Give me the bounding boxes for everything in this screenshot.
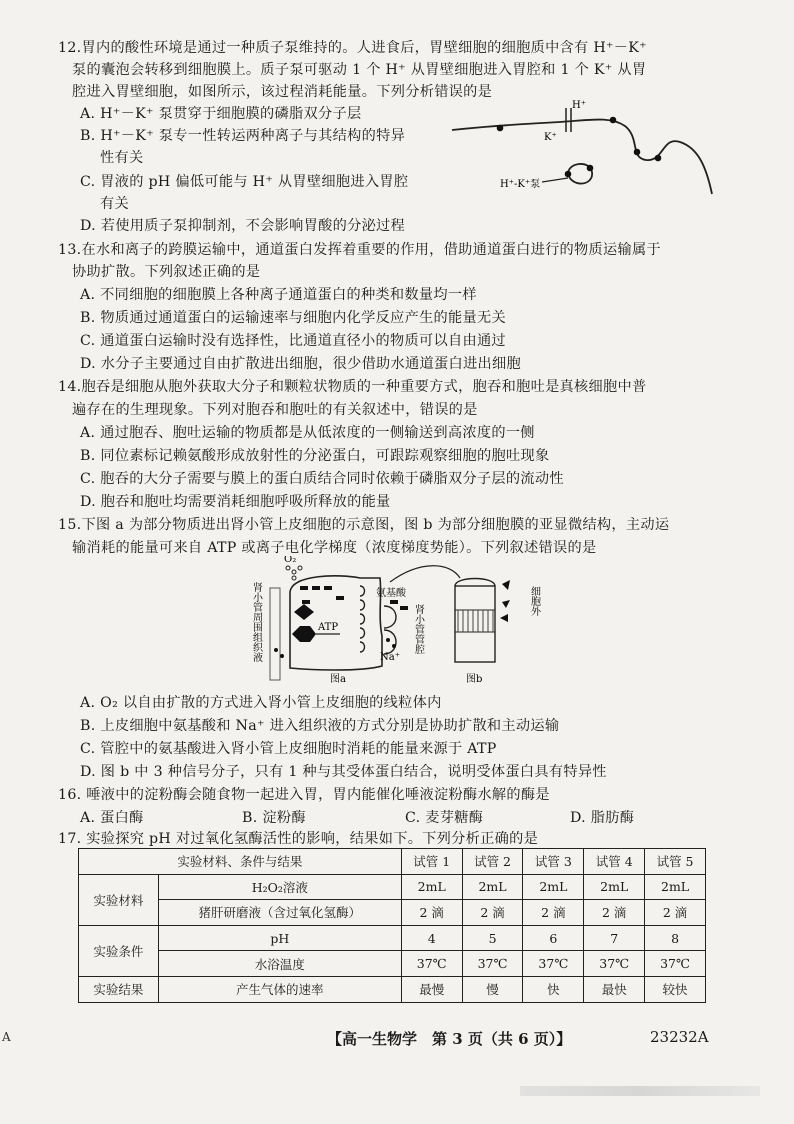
q13-option-b: B. 物质通过通道蛋白的运输速率与细胞内化学反应产生的能量无关 — [80, 310, 506, 326]
table-cell: 快 — [523, 976, 584, 1002]
q15-membrane-b-top — [455, 579, 495, 587]
q12-pump-dot — [610, 117, 617, 124]
table-cell: 8 — [645, 925, 706, 951]
q15-atp-pump — [292, 626, 316, 642]
table-cell: 2 滴 — [523, 900, 584, 926]
q12-stem-line-1: 12.胃内的酸性环境是通过一种质子泵维持的。人进食后，胃壁细胞的细胞质中含有 H⁺－K⁺ — [58, 40, 647, 56]
q16-stem: 16. 唾液中的淀粉酶会随食物一起进入胃，胃内能催化唾液淀粉酶水解的酶是 — [58, 787, 550, 803]
q15-o2-dot — [292, 570, 296, 574]
table-row — [79, 925, 706, 951]
q15-left-fluid-frame — [270, 588, 280, 680]
q12-k-label: K⁺ — [544, 132, 557, 143]
q13-stem-line-2: 协助扩散。下列叙述正确的是 — [72, 264, 261, 280]
q15-bilayer-lipids — [458, 610, 493, 632]
q16-option-d: D. 脂肪酶 — [570, 810, 635, 826]
q12-h-label: H⁺ — [572, 100, 586, 111]
q12-proton-pump-figure — [450, 96, 720, 196]
q15-signal-molecule-b — [502, 600, 510, 608]
footer-exam-code: 23232A — [650, 1028, 709, 1046]
q15-amino-label: 氨基酸 — [376, 588, 406, 599]
q14-stem-line-1: 14.胞吞是细胞从胞外获取大分子和颗粒状物质的一种重要方式，胞吞和胞吐是真核细胞中普 — [58, 379, 647, 395]
table-cell: 37℃ — [462, 951, 523, 977]
table-row — [79, 976, 706, 1002]
q15-amino-block — [302, 600, 310, 604]
q15-amino-block — [324, 586, 332, 590]
q14-option-a: A. 通过胞吞、胞吐运输的物质都是从低浓度的一侧输送到高浓度的一侧 — [80, 425, 535, 441]
table-cell: 2mL — [584, 874, 645, 900]
table-group-cell: 实验结果 — [79, 976, 159, 1002]
q12-pump-dot — [634, 149, 641, 156]
q14-stem-line-2: 遍存在的生理现象。下列对胞吞和胞吐的有关叙述中，错误的是 — [72, 402, 478, 418]
q12-pump-label: H⁺-K⁺泵 — [500, 179, 541, 190]
q15-outside-label: 细胞外 — [528, 586, 540, 616]
q14-option-b: B. 同位素标记赖氨酸形成放射性的分泌蛋白，可跟踪观察细胞的胞吐现象 — [80, 448, 550, 464]
q15-o2-dot — [286, 566, 290, 570]
table-cell: 4 — [401, 925, 462, 951]
table-cell: 最快 — [584, 976, 645, 1002]
table-row — [79, 874, 706, 900]
q15-na-dot — [280, 654, 284, 658]
table-cell: 2mL — [462, 874, 523, 900]
q13-stem-line-1: 13.在水和离子的跨膜运输中，通道蛋白发挥着重要的作用，借助通道蛋白进行的物质运输属于 — [58, 242, 661, 258]
q15-na-dot — [392, 644, 396, 648]
q12-option-c-cont: 有关 — [100, 196, 129, 212]
table-cell: 较快 — [645, 976, 706, 1002]
q15-left-label: 肾小管周围组织液 — [250, 582, 262, 662]
q15-option-b: B. 上皮细胞中氨基酸和 Na⁺ 进入组织液的方式分别是协助扩散和主动运输 — [80, 718, 560, 734]
q15-signal-molecule-c — [500, 614, 508, 622]
table-cell: 37℃ — [584, 951, 645, 977]
table-header-cell: 试管 3 — [523, 849, 584, 875]
table-cell: 2 滴 — [645, 900, 706, 926]
table-item-cell: 产生气体的速率 — [158, 976, 401, 1002]
q15-caption-a: 图a — [330, 674, 346, 685]
q12-option-b: B. H⁺－K⁺ 泵专一性转运两种离子与其结构的特异 — [80, 128, 406, 144]
table-header-cell: 实验材料、条件与结果 — [79, 849, 402, 875]
table-cell: 2 滴 — [401, 900, 462, 926]
scan-edge-shadow — [520, 1086, 760, 1096]
q13-option-c: C. 通道蛋白运输时没有选择性，比通道直径小的物质可以自由通过 — [80, 333, 506, 349]
q14-option-d: D. 胞吞和胞吐均需要消耗细胞呼吸所释放的能量 — [80, 494, 391, 510]
q15-right-label: 肾小管管腔 — [412, 604, 424, 654]
q15-o2-label: O₂ — [284, 556, 297, 565]
table-group-cell: 实验条件 — [79, 925, 159, 976]
q15-stem-line-1: 15.下图 a 为部分物质进出肾小管上皮细胞的示意图，图 b 为部分细胞膜的亚显微结构，主动运 — [58, 517, 670, 533]
q15-amino-block — [312, 586, 320, 590]
q12-option-a: A. H⁺－K⁺ 泵贯穿于细胞膜的磷脂双分子层 — [80, 106, 362, 122]
q12-option-d: D. 若使用质子泵抑制剂，不会影响胃酸的分泌过程 — [80, 218, 406, 234]
q15-na-label: Na⁺ — [380, 652, 400, 663]
q15-amino-block — [390, 600, 398, 604]
table-header-cell: 试管 2 — [462, 849, 523, 875]
table-row — [79, 900, 706, 926]
table-cell: 2 滴 — [462, 900, 523, 926]
q15-microvilli — [360, 586, 365, 652]
table-cell: 7 — [584, 925, 645, 951]
q16-option-c: C. 麦芽糖酶 — [405, 810, 484, 826]
q13-option-a: A. 不同细胞的细胞膜上各种离子通道蛋白的种类和数量均一样 — [80, 287, 477, 303]
q16-option-a: A. 蛋白酶 — [80, 810, 144, 826]
table-cell: 最慢 — [401, 976, 462, 1002]
table-cell: 2mL — [645, 874, 706, 900]
q12-pump-dot — [565, 171, 572, 178]
table-cell: 37℃ — [645, 951, 706, 977]
q15-amino-block — [336, 596, 344, 600]
table-item-cell: 猪肝研磨液（含过氧化氢酶） — [158, 900, 401, 926]
table-header-cell: 试管 5 — [645, 849, 706, 875]
q15-o2-dot — [298, 566, 302, 570]
q15-amino-block — [300, 586, 308, 590]
table-cell: 慢 — [462, 976, 523, 1002]
q15-kidney-tubule-figure — [250, 556, 550, 688]
q15-curved-arrow — [390, 566, 460, 582]
q15-o2-dot — [292, 576, 296, 580]
q15-na-dot — [274, 648, 278, 652]
q14-option-c: C. 胞吞的大分子需要与膜上的蛋白质结合同时依赖于磷脂双分子层的流动性 — [80, 471, 564, 487]
table-cell: 2 滴 — [584, 900, 645, 926]
q12-option-b-cont: 性有关 — [100, 150, 144, 166]
q15-na-dot — [386, 638, 390, 642]
table-cell: 37℃ — [523, 951, 584, 977]
table-cell: 6 — [523, 925, 584, 951]
q13-option-d: D. 水分子主要通过自由扩散进出细胞，很少借助水通道蛋白进出细胞 — [80, 356, 521, 372]
table-header-row — [79, 849, 706, 875]
q15-atp-label: ATP — [318, 622, 339, 633]
q15-stem-line-2: 输消耗的能量可来自 ATP 或离子电化学梯度（浓度梯度势能）。下列叙述错误的是 — [72, 540, 597, 556]
table-header-cell: 试管 1 — [401, 849, 462, 875]
q15-option-d: D. 图 b 中 3 种信号分子，只有 1 种与其受体蛋白结合，说明受体蛋白具有特异性 — [80, 764, 607, 780]
table-header-cell: 试管 4 — [584, 849, 645, 875]
q12-pump-dot — [587, 165, 594, 172]
table-item-cell: pH — [158, 925, 401, 951]
q12-stem-line-3: 腔进入胃壁细胞，如图所示，该过程消耗能量。下列分析错误的是 — [72, 84, 493, 100]
table-cell: 37℃ — [401, 951, 462, 977]
q12-pump-pointer — [542, 178, 568, 182]
q12-pump-dot — [497, 125, 504, 132]
q17-stem: 17. 实验探究 pH 对过氧化氢酶活性的影响，结果如下。下列分析正确的是 — [58, 831, 539, 847]
edge-mark: A — [2, 1030, 11, 1044]
q17-results-table — [78, 848, 706, 1003]
q15-amino-block — [400, 606, 408, 610]
q15-receptor-b — [455, 586, 495, 662]
q15-carrier-diamond — [294, 604, 314, 620]
q15-signal-molecule-a — [502, 580, 510, 590]
table-cell: 2mL — [401, 874, 462, 900]
q12-stem-line-2: 泵的囊泡会转移到细胞膜上。质子泵可驱动 1 个 H⁺ 从胃壁细胞进入胃腔和 1 个 K⁺ 从胃 — [72, 62, 647, 78]
q12-pump-dot — [655, 155, 662, 162]
q15-caption-b: 图b — [466, 674, 483, 685]
table-item-cell: H₂O₂溶液 — [158, 874, 401, 900]
table-cell: 2mL — [523, 874, 584, 900]
footer-page-info: 【高一生物学 第 3 页（共 6 页）】 — [327, 1030, 572, 1048]
q15-option-a: A. O₂ 以自由扩散的方式进入肾小管上皮细胞的线粒体内 — [80, 695, 442, 711]
q12-option-c: C. 胃液的 pH 偏低可能与 H⁺ 从胃壁细胞进入胃腔 — [80, 174, 409, 190]
table-group-cell: 实验材料 — [79, 874, 159, 925]
table-row — [79, 951, 706, 977]
q15-option-c: C. 管腔中的氨基酸进入肾小管上皮细胞时消耗的能量来源于 ATP — [80, 741, 497, 757]
table-item-cell: 水浴温度 — [158, 951, 401, 977]
table-cell: 5 — [462, 925, 523, 951]
q16-option-b: B. 淀粉酶 — [242, 810, 306, 826]
